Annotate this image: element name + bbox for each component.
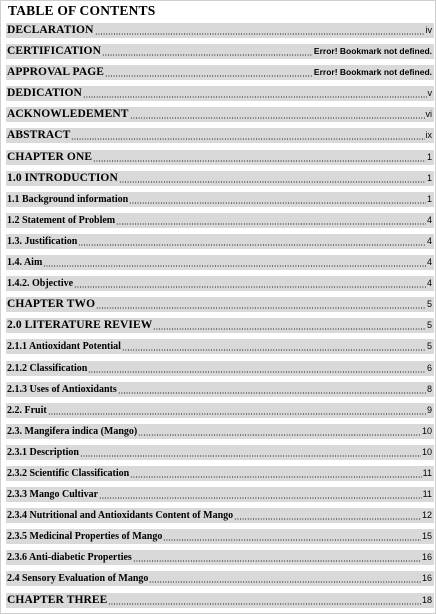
toc-entry-page: 1 [426,172,432,183]
toc-list [6,23,434,614]
toc-entry[interactable] [6,23,434,38]
toc-entry[interactable] [6,128,434,143]
toc-entry-page: 9 [426,404,432,415]
toc-entry[interactable] [6,593,434,608]
toc-entry-page: Error! Bookmark not defined. [313,67,432,78]
dot-leader [96,307,426,309]
dot-leader [95,33,425,35]
toc-entry-page: 5 [426,341,432,352]
toc-entry-label: 1.0 INTRODUCTION [7,171,118,184]
toc-entry-page: 5 [426,320,432,331]
dot-leader [78,244,426,246]
toc-entry-label: CERTIFICATION [7,45,101,58]
toc-entry-page: Error! Bookmark not defined. [313,46,432,57]
toc-entry[interactable] [6,382,434,397]
toc-entry[interactable] [6,445,434,460]
toc-entry-label: 2.2. Fruit [7,404,47,416]
toc-entry-label: 2.1.1 Antioxidant Potential [7,341,121,353]
toc-entry-page: iv [425,25,432,35]
toc-entry-page: 4 [426,235,432,246]
toc-entry-label: ABSTRACT [7,129,71,142]
dot-leader [48,413,426,415]
toc-entry-label: 1.2 Statement of Problem [7,214,116,226]
toc-entry[interactable] [6,44,434,59]
dot-leader [105,75,313,77]
toc-entry-page: 1 [426,151,432,162]
toc-entry-page: 10 [421,446,432,457]
toc-entry[interactable] [6,487,434,502]
toc-entry-label: CHAPTER TWO [7,298,96,311]
toc-entry[interactable] [6,339,434,354]
toc-entry[interactable] [6,107,434,122]
dot-leader [138,434,421,436]
toc-entry[interactable] [6,529,434,544]
toc-entry[interactable] [6,571,434,586]
toc-entry-label: 2.3. Mangifera indica (Mango) [7,425,138,437]
toc-entry[interactable] [6,361,434,376]
toc-entry-label: 2.3.2 Scientific Classification [7,467,130,479]
dot-leader [80,455,421,457]
dot-leader [116,223,426,225]
toc-heading: TABLE OF CONTENTS [8,3,156,18]
toc-entry-page: 12 [421,510,432,521]
dot-leader [71,138,424,140]
toc-entry-label: 2.1.2 Classification [7,362,88,374]
toc-entry-label: 1.4. Aim [7,257,43,269]
dot-leader [133,560,421,562]
toc-entry-page: 4 [426,257,432,268]
toc-entry[interactable] [6,318,434,333]
dot-leader [83,96,427,98]
toc-entry-page: 16 [421,552,432,563]
toc-entry[interactable] [6,508,434,523]
toc-entry-page: v [427,88,432,99]
toc-entry-page: 1 [426,193,432,204]
toc-entry-label: 2.3.3 Mango Cultivar [7,489,99,501]
dot-leader [163,539,421,541]
toc-entry-page: 4 [426,278,432,289]
toc-entry-label: CHAPTER ONE [7,150,93,163]
toc-entry-label: 2.0 LITERATURE REVIEW [7,319,153,332]
dot-leader [149,581,421,583]
toc-entry-page: 15 [421,531,432,542]
toc-entry-label: 2.4 Sensory Evaluation of Mango [7,573,149,585]
toc-entry-label: APPROVAL PAGE [7,66,105,79]
toc-entry-label: 1.3. Justification [7,235,78,247]
toc-entry-label: 2.3.4 Nutritional and Antioxidants Content of Mango [7,510,234,522]
toc-entry-label: 2.3.1 Description [7,446,79,458]
toc-entry-page: 8 [426,383,432,394]
toc-entry[interactable] [6,171,434,186]
toc-entry[interactable] [6,276,434,291]
toc-entry-page: 11 [422,467,432,478]
toc-entry[interactable] [6,86,434,101]
toc-entry[interactable] [6,466,434,481]
toc-entry-label: CHAPTER THREE [7,593,108,606]
toc-entry-label: ACKNOWLEDEMENT [7,108,129,121]
toc-entry-page: vi [425,109,432,120]
dot-leader [102,54,313,56]
dot-leader [43,265,426,267]
toc-entry-page: 10 [421,425,432,436]
dot-leader [234,518,421,520]
toc-entry[interactable] [6,213,434,228]
toc-entry-page: 4 [426,214,432,225]
toc-entry-label: 2.3.5 Medicinal Properties of Mango [7,531,163,543]
dot-leader [99,497,422,499]
toc-entry[interactable] [6,234,434,249]
toc-entry-page: ix [425,130,432,141]
dot-leader [130,117,425,119]
toc-entry-label: 1.1 Background information [7,193,129,205]
toc-entry-label: DECLARATION [7,24,94,36]
toc-entry[interactable] [6,150,434,165]
toc-entry-label: DEDICATION [7,87,82,100]
toc-entry[interactable] [6,403,434,418]
dot-leader [93,160,426,162]
toc-entry[interactable] [6,255,434,270]
toc-entry-page: 5 [426,299,432,310]
toc-entry[interactable] [6,550,434,565]
dot-leader [118,392,426,394]
toc-entry-page: 11 [422,489,432,500]
dot-leader [130,476,421,478]
dot-leader [129,202,426,204]
dot-leader [122,349,426,351]
dot-leader [119,181,426,183]
toc-entry-page: 18 [421,594,432,605]
dot-leader [108,603,421,605]
toc-entry-label: 1.4.2. Objective [7,278,74,290]
toc-entry[interactable] [6,424,434,439]
toc-entry[interactable] [6,192,434,207]
dot-leader [153,328,426,330]
toc-entry-label: 2.3.6 Anti-diabetic Properties [7,552,132,564]
dot-leader [74,286,426,288]
dot-leader [88,371,426,373]
toc-entry-label: 2.1.3 Uses of Antioxidants [7,383,117,395]
toc-entry-page: 16 [421,573,432,584]
toc-entry[interactable] [6,65,434,80]
toc-entry-page: 6 [426,362,432,373]
toc-entry[interactable] [6,297,434,312]
